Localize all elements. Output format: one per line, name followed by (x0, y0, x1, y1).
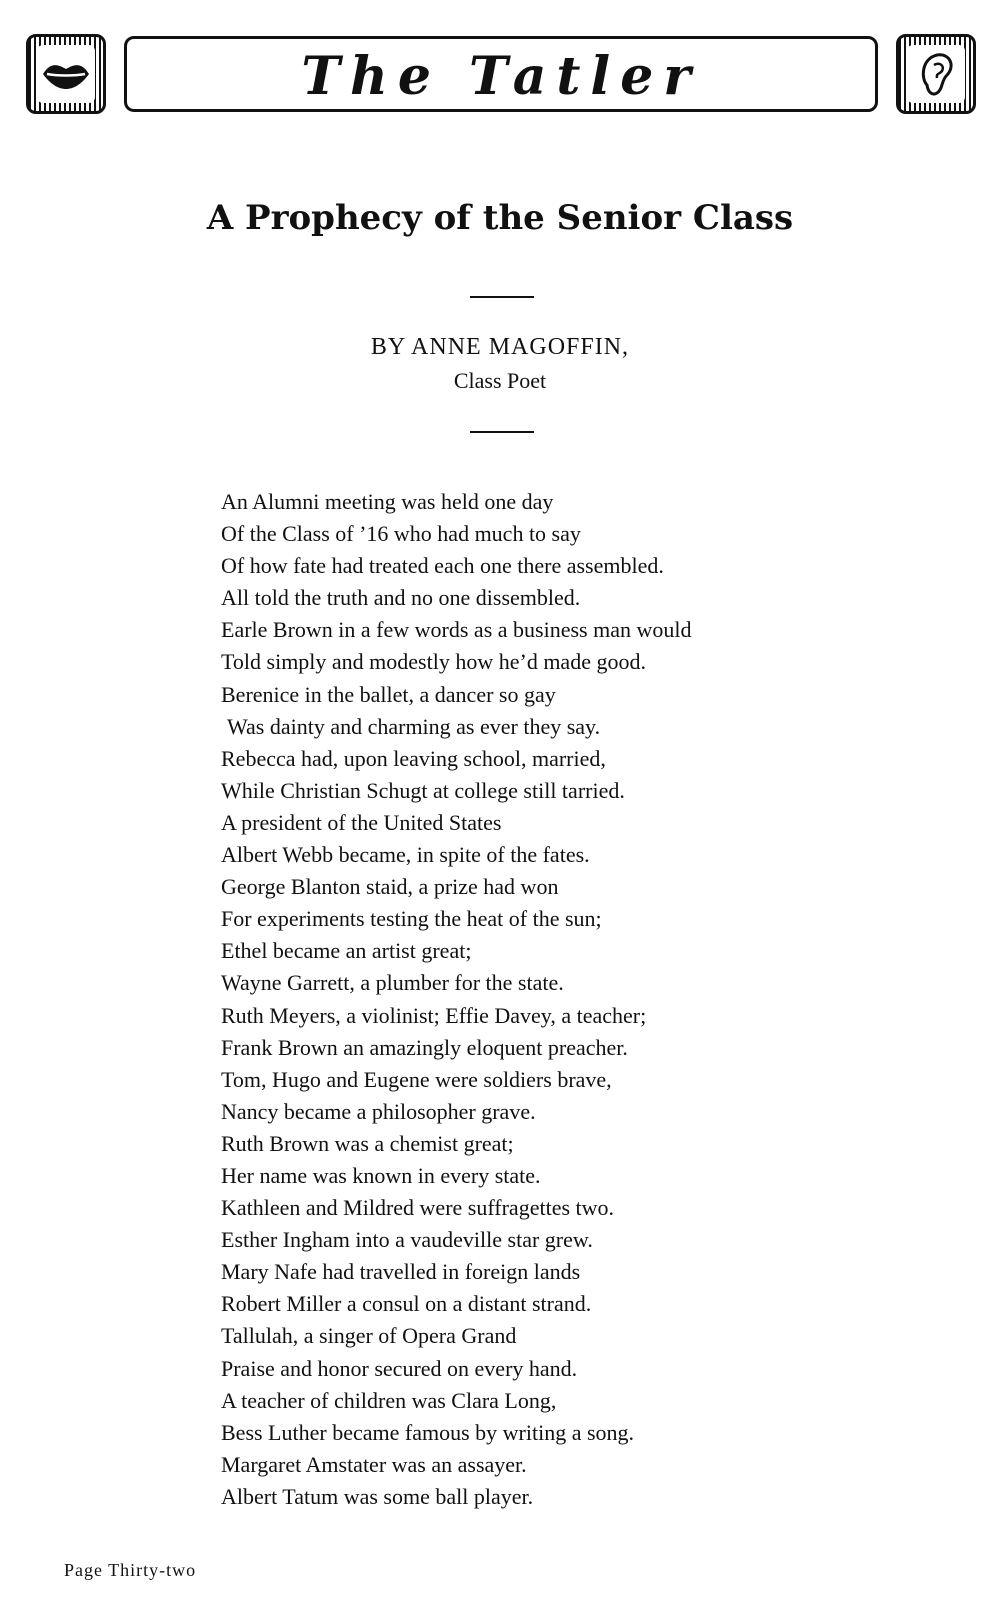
poem-line: Ethel became an artist great; (221, 938, 472, 964)
poem-line: Wayne Garrett, a plumber for the state. (221, 970, 564, 996)
poem-line: Albert Tatum was some ball player. (221, 1483, 534, 1509)
poem-line: Kathleen and Mildred were suffragettes two. (221, 1195, 615, 1221)
lips-icon (26, 34, 106, 114)
poem-line: Robert Miller a consul on a distant strand. (221, 1291, 592, 1317)
poem-line: While Christian Schugt at college still tarried. (221, 777, 625, 803)
masthead-title: The Tatler (301, 46, 701, 107)
poem-line: A teacher of children was Clara Long, (221, 1387, 557, 1413)
poem-line: A president of the United States (221, 809, 502, 835)
poem-line: Nancy became a philosopher grave. (221, 1098, 536, 1124)
poem-line: Her name was known in every state. (221, 1162, 541, 1188)
poem-body (221, 486, 921, 1513)
ear-icon (896, 34, 976, 114)
poem-line: Esther Ingham into a vaudeville star grew. (221, 1227, 593, 1253)
poem-line: Told simply and modestly how he’d made good. (221, 649, 646, 675)
poem-line: Frank Brown an amazingly eloquent preacher. (221, 1034, 628, 1060)
masthead-frame (124, 36, 878, 112)
article-heading: A Prophecy of the Senior Class (206, 198, 794, 238)
poem-line: Ruth Meyers, a violinist; Effie Davey, a teacher; (221, 1002, 647, 1028)
divider-top (470, 296, 534, 298)
poem-line: Of how fate had treated each one there assembled. (221, 553, 664, 579)
poem-line: Tallulah, a singer of Opera Grand (221, 1323, 517, 1349)
poem-line: Earle Brown in a few words as a business man would (221, 617, 692, 643)
poem-line: George Blanton staid, a prize had won (221, 874, 559, 900)
poem-line: Rebecca had, upon leaving school, married, (221, 745, 606, 771)
author-role: Class Poet (453, 368, 547, 393)
poem-line: Of the Class of ’16 who had much to say (221, 521, 581, 547)
poem-line: Albert Webb became, in spite of the fates. (221, 842, 590, 868)
poem-line: For experiments testing the heat of the sun; (221, 906, 602, 932)
poem-line: Was dainty and charming as ever they say. (227, 713, 601, 739)
poem-line: Margaret Amstater was an assayer. (221, 1451, 527, 1477)
author-byline: BY ANNE MAGOFFIN, (370, 334, 630, 360)
poem-line: Berenice in the ballet, a dancer so gay (221, 681, 556, 707)
masthead (26, 32, 976, 118)
poem-line: Praise and honor secured on every hand. (221, 1355, 578, 1381)
poem-line: Mary Nafe had travelled in foreign lands (221, 1259, 581, 1285)
page-number: Page Thirty-two (64, 1560, 197, 1580)
poem-line: Ruth Brown was a chemist great; (221, 1130, 514, 1156)
poem-line: An Alumni meeting was held one day (221, 489, 554, 514)
divider-bottom (470, 431, 534, 433)
poem-line: All told the truth and no one dissembled. (221, 585, 581, 611)
poem-line: Tom, Hugo and Eugene were soldiers brave, (221, 1066, 612, 1092)
poem-line: Bess Luther became famous by writing a song. (221, 1419, 635, 1445)
